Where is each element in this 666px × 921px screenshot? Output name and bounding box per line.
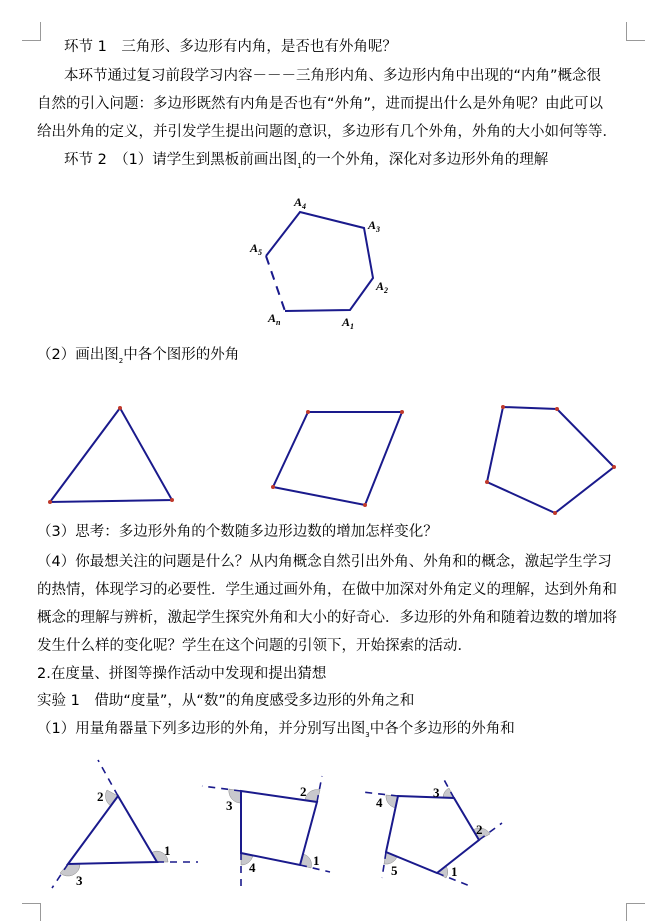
angle-label: 4 (249, 860, 256, 875)
step3-line: （3）思考：多边形外角的个数随多边形边数的增加怎样变化？ (37, 524, 438, 540)
angle-label: 4 (376, 795, 383, 810)
paragraph-line: 发生什么样的变化呢？学生在这个问题的引领下，开始探索的活动． (37, 638, 472, 654)
text: 环节 2 （1）请学生到黑板前画出图 (64, 152, 298, 168)
pentagon (386, 796, 479, 873)
paragraph-line: 自然的引入问题：多边形既然有内角是否也有“外角”，进而提出什么是外角呢？由此可以 (37, 96, 604, 112)
text: （2）画出图 (37, 347, 119, 363)
angle-label: 5 (391, 863, 398, 878)
extension-lines (52, 760, 502, 890)
section-heading: 2.在度量、拼图等操作活动中发现和提出猜想 (37, 666, 327, 682)
paragraph-line: 本环节通过复习前段学习内容－－－三角形内角、多边形内角中出现的“内角”概念很 (64, 68, 602, 84)
paragraph-line: 给出外角的定义，并引发学生提出问题的意识，多边形有几个外角，外角的大小如何等等． (37, 124, 617, 140)
paragraph-line: 概念的理解与辨析，激起学生探究外角和大小的好奇心．多边形的外角和随着边数的增加将 (37, 610, 617, 626)
figure1-polygon (266, 212, 373, 311)
angle-label: 3 (433, 785, 440, 800)
vertex-label: $A_n$ (268, 311, 281, 327)
text: （1）用量角器量下列多边形的外角，并分别写出图 (37, 721, 366, 737)
angle-label: 2 (476, 822, 483, 837)
figure2-shapes (50, 407, 614, 513)
figure-number: 1 (297, 161, 302, 170)
vertex-label: $A_3$ (368, 218, 381, 234)
vertex-label: $A_4$ (294, 195, 307, 211)
figure-number: 3 (365, 730, 370, 739)
text: 中各个图形的外角 (123, 347, 240, 363)
angle-label: 2 (97, 789, 104, 804)
figure3-labels (76, 784, 483, 888)
figure3-shapes (68, 791, 479, 873)
text: 的一个外角，深化对多边形外角的理解 (301, 152, 549, 168)
angle-label: 1 (451, 864, 458, 879)
text: 中各个多边形的外角和 (369, 721, 515, 737)
pentagon (487, 407, 614, 513)
angle-label: 1 (313, 853, 320, 868)
angle-label: 2 (300, 784, 307, 799)
vertex-label: $A_5$ (250, 241, 263, 257)
paragraph-line: 的热情，体现学习的必要性．学生通过画外角，在做中加深对外角定义的理解，达到外角和 (37, 582, 617, 598)
vertex-label: $A_2$ (376, 279, 389, 295)
triangle (50, 408, 172, 502)
angle-markers (60, 788, 490, 878)
quadrilateral (241, 791, 317, 865)
angle-label: 3 (76, 873, 83, 888)
experiment-heading: 实验 1 借助“度量”，从“数”的角度感受多边形的外角之和 (37, 693, 415, 709)
triangle (68, 796, 157, 864)
section1-heading: 环节 1 三角形、多边形有内角，是否也有外角呢？ (64, 39, 397, 55)
angle-label: 1 (164, 843, 171, 858)
paragraph-line: （4）你最想关注的问题是什么？从内角概念自然引出外角、外角和的概念，激起学生学习 (37, 554, 612, 570)
vertex-label: $A_1$ (342, 315, 355, 331)
figure-number: 2 (118, 356, 124, 365)
quadrilateral (273, 412, 402, 505)
angle-label: 3 (226, 798, 233, 813)
